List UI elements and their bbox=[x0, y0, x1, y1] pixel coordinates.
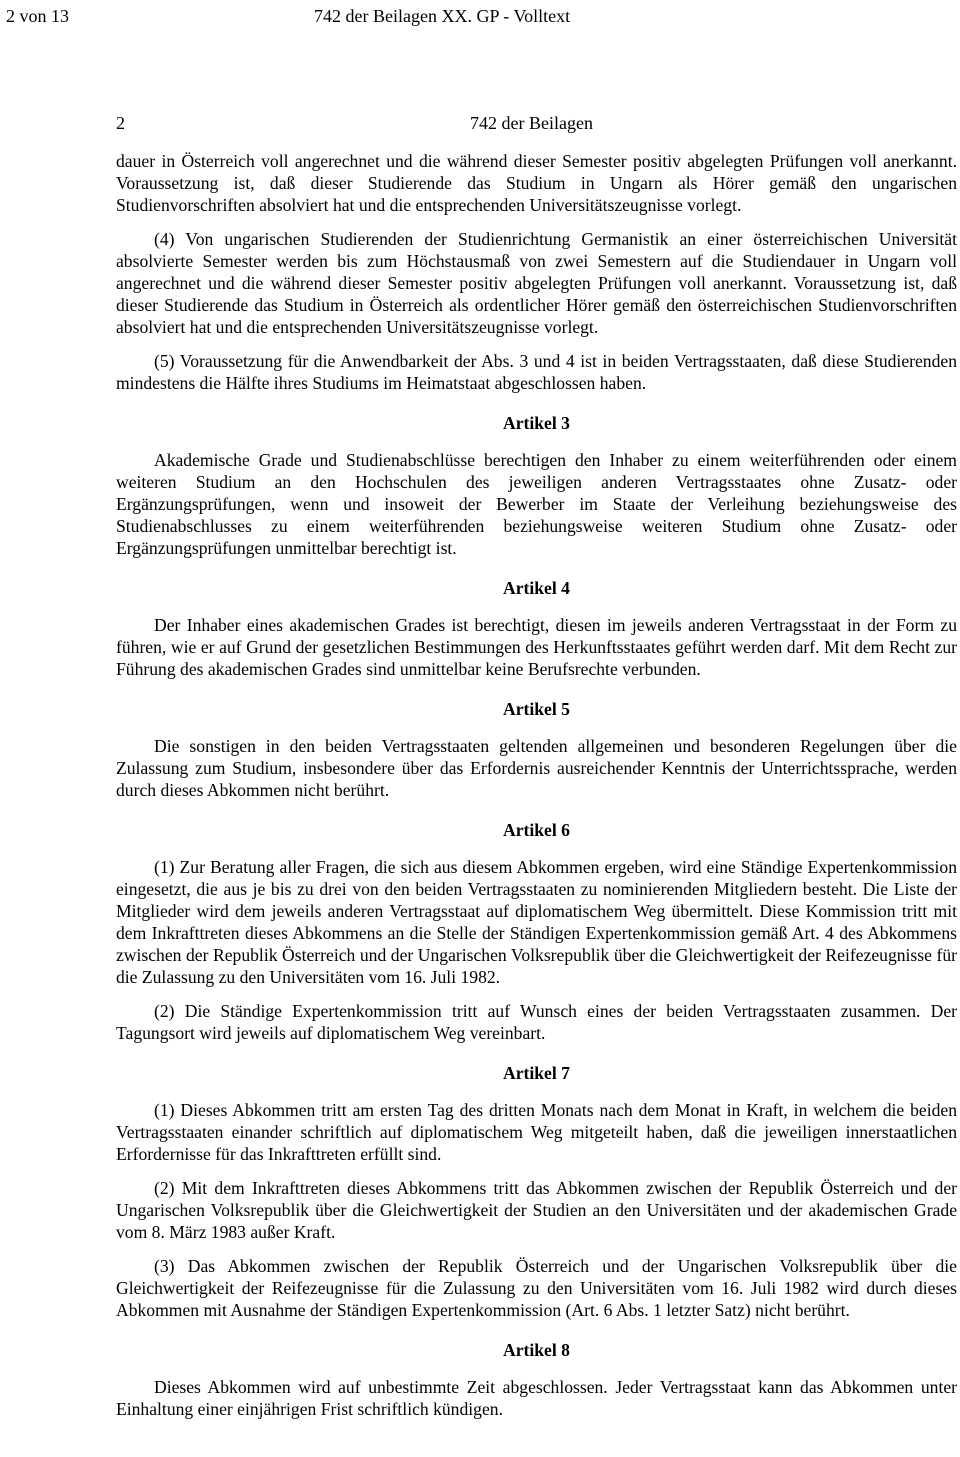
paragraph: Akademische Grade und Studienabschlüsse berechtigen den Inhaber zu einem weiterführenden oder einem weiteren Studium an den Hochschulen des jeweiligen anderen Vertragsstaates ohne Zusatz- oder Ergänzungsprüfungen, wenn und insoweit der Bewerber im Staate der Verleihung beziehungsweise des Studienabschlusses zu einem weiterführenden beziehungsweise weiteren Studium ohne Zusatz- oder Ergänzungsprüfungen unmittelbar berechtigt ist. bbox=[116, 450, 957, 558]
page-number: 2 bbox=[116, 113, 125, 133]
article-heading: Artikel 3 bbox=[503, 413, 570, 433]
page-heading: 742 der Beilagen bbox=[470, 113, 593, 133]
article-heading: Artikel 6 bbox=[503, 820, 570, 840]
running-header bbox=[0, 5, 960, 27]
paragraph: (4) Von ungarischen Studierenden der Studienrichtung Germanistik an einer österreichischen Universität absolvierte Semester werden bis zum Höchstausmaß von zwei Semestern auf die Studiendauer in Ungarn voll angerechnet und die während dieser Semester positiv abgelegten Prüfungen voll anerkannt. Voraussetzung ist, daß dieser Studierende das Studium in Österreich als ordentlicher Hörer gemäß den österreichischen Studienvorschriften absolviert hat und die entsprechenden Universitätszeugnisse vorlegt. bbox=[116, 229, 957, 337]
article-heading: Artikel 8 bbox=[503, 1340, 570, 1360]
paragraph: (3) Das Abkommen zwischen der Republik Österreich und der Ungarischen Volksrepublik über die Gleichwertigkeit der Reifezeugnisse für die Zulassung zu den Universitäten vom 16. Juli 1982 wird durch dieses Abkommen mit Ausnahme der Ständigen Expertenkommission (Art. 6 Abs. 1 letzter Satz) nicht berührt. bbox=[116, 1256, 957, 1320]
article-heading: Artikel 5 bbox=[503, 699, 570, 719]
document-title: 742 der Beilagen XX. GP - Volltext bbox=[314, 6, 571, 26]
paragraph: (2) Die Ständige Expertenkommission tritt auf Wunsch eines der beiden Vertragsstaaten zusammen. Der Tagungsort wird jeweils auf diplomatischem Weg vereinbart. bbox=[116, 1001, 957, 1043]
paragraph: (2) Mit dem Inkrafttreten dieses Abkommens tritt das Abkommen zwischen der Republik Österreich und der Ungarischen Volksrepublik über die Gleichwertigkeit der Studien an den Universitäten und der akademischen Grade vom 8. März 1983 außer Kraft. bbox=[116, 1178, 957, 1242]
page-counter: 2 von 13 bbox=[6, 6, 69, 26]
article-heading: Artikel 7 bbox=[503, 1063, 570, 1083]
paragraph: (1) Zur Beratung aller Fragen, die sich aus diesem Abkommen ergeben, wird eine Ständige Expertenkommission eingesetzt, die aus je bis zu drei von den beiden Vertragsstaaten zu nominierenden Mitgliedern besteht. Die Liste der Mitglieder wird dem jeweils anderen Vertragsstaat auf diplomatischem Weg übermittelt. Diese Kommission tritt mit dem Inkrafttreten dieses Abkommens an die Stelle der Ständigen Expertenkommission gemäß Art. 4 des Abkommens zwischen der Republik Österreich und der Ungarischen Volksrepublik über die Gleichwertigkeit der Reifezeugnisse für die Zulassung zu den Universitäten vom 16. Juli 1982. bbox=[116, 857, 957, 987]
paragraph: Der Inhaber eines akademischen Grades ist berechtigt, diesen im jeweils anderen Vertragsstaat in der Form zu führen, wie er auf Grund der gesetzlichen Bestimmungen des Herkunftsstaates geführt werden darf. Mit dem Recht zur Führung des akademischen Grades sind unmittelbar keine Berufsrechte verbunden. bbox=[116, 615, 957, 679]
paragraph: (5) Voraussetzung für die Anwendbarkeit der Abs. 3 und 4 ist in beiden Vertragsstaaten, daß diese Studierenden mindestens die Hälfte ihres Studiums im Heimatstaat abgeschlossen haben. bbox=[116, 351, 957, 393]
paragraph: Dieses Abkommen wird auf unbestimmte Zeit abgeschlossen. Jeder Vertragsstaat kann das Abkommen unter Einhaltung einer einjährigen Frist schriftlich kündigen. bbox=[116, 1377, 957, 1419]
paragraph: (1) Dieses Abkommen tritt am ersten Tag des dritten Monats nach dem Monat in Kraft, in welchem die beiden Vertragsstaaten einander schriftlich auf diplomatischem Weg mitgeteilt haben, daß die jeweiligen innerstaatlichen Erfordernisse für das Inkrafttreten erfüllt sind. bbox=[116, 1100, 957, 1164]
article-heading: Artikel 4 bbox=[503, 578, 570, 598]
paragraph: dauer in Österreich voll angerechnet und die während dieser Semester positiv abgelegten Prüfungen voll anerkannt. Voraussetzung ist, daß dieser Studierende das Studium in Ungarn als Hörer gemäß den ungarischen Studienvorschriften absolviert hat und die entsprechenden Universitätszeugnisse vorlegt. bbox=[116, 151, 957, 215]
document-body bbox=[116, 150, 957, 1432]
page-header bbox=[0, 111, 960, 135]
paragraph: Die sonstigen in den beiden Vertragsstaaten geltenden allgemeinen und besonderen Regelungen über die Zulassung zum Studium, insbesondere über das Erfordernis ausreichender Kenntnis der Unterrichtssprache, werden durch dieses Abkommen nicht berührt. bbox=[116, 736, 957, 800]
